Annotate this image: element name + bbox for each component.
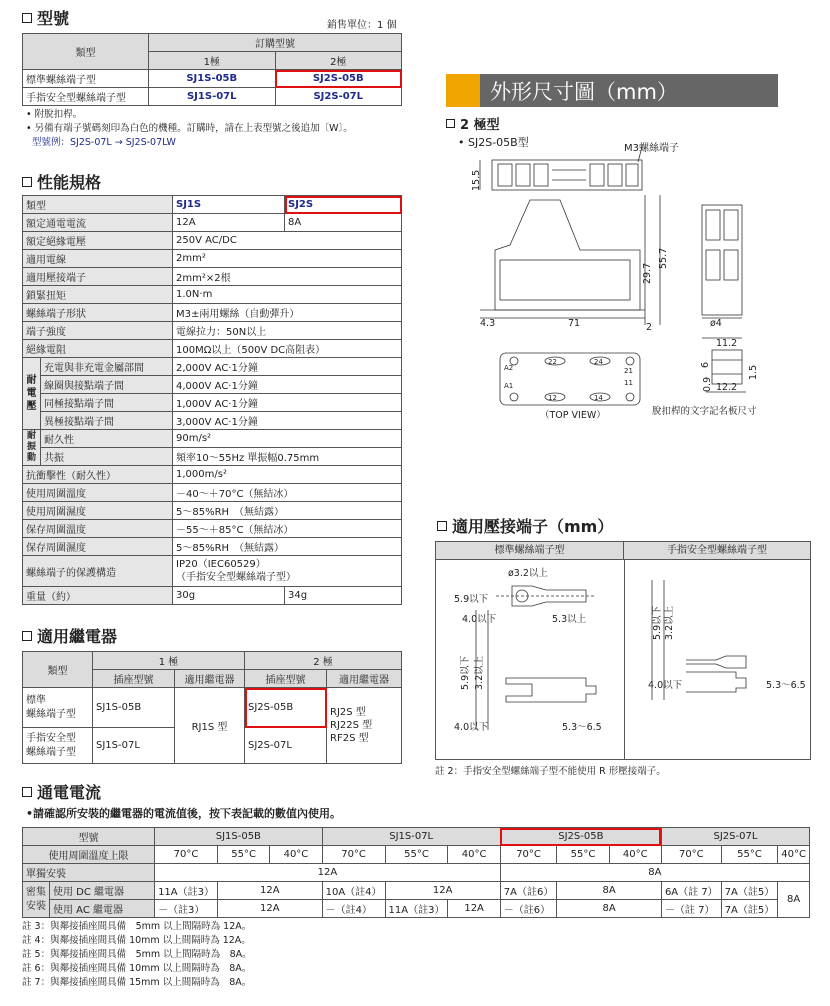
terminal-screw — [626, 164, 638, 186]
table-row: 單獨安裝 12A 8A — [23, 864, 810, 882]
table-row: 類型 SJ1S SJ2S — [23, 196, 402, 214]
current-notes: 註 3：與鄰接插座間具備 5mm 以上間隔時為 12A。 註 4：與鄰接插座間具備 10mm 以上間隔時為 12A。 註 5：與鄰接插座間具備 5mm 以上間隔時為 8A。 註 6：與鄰接插座間具備 10mm 以上間隔時為 8A。 註 7：與鄰接插座間具備 15mm 以上間隔時為 8A。 — [22, 921, 252, 988]
highlighted-socket: SJ2S-05B — [245, 688, 327, 728]
svg-text:11: 11 — [624, 379, 633, 387]
perf-section-title: 性能規格 — [22, 170, 101, 193]
table-row: 螺絲端子的保護構造 IP20（IEC60529） （手指安全型螺絲端子型） — [23, 556, 402, 587]
svg-text:4.0以下: 4.0以下 — [462, 614, 497, 625]
svg-text:A1: A1 — [504, 382, 514, 390]
model-table-order-header: 訂購型號 — [149, 34, 402, 52]
svg-text:5.3～6.5: 5.3～6.5 — [766, 680, 806, 691]
current-section-title: 通電電流 — [22, 780, 101, 803]
svg-text:15.5: 15.5 — [471, 169, 482, 191]
crimp-drawing — [436, 560, 812, 760]
svg-text:3.2以上: 3.2以上 — [474, 655, 485, 690]
table-row: 線圈與接點端子間 4,000V AC·1分鐘 — [23, 376, 402, 394]
top-view-outline — [500, 353, 640, 405]
terminal-screw — [516, 164, 530, 186]
dimension-drawing — [440, 140, 820, 430]
highlighted-current-model: SJ2S-05B — [500, 828, 661, 846]
terminal-screw — [498, 164, 512, 186]
svg-text:4.0以下: 4.0以下 — [454, 722, 489, 733]
section-box-icon — [22, 631, 32, 641]
svg-text:ø3.2以上: ø3.2以上 — [508, 568, 548, 579]
section-box-icon — [437, 521, 447, 531]
m3-label: M3螺絲端子 — [624, 143, 679, 154]
section-box-icon — [22, 177, 32, 187]
relay-table: 類型 1 極 2 極 插座型號 適用繼電器 插座型號 適用繼電器 標準 螺絲端子型 SJ1S-05B RJ1S 型 SJ2S-05B RJ2S 型 RJ22S 型 RF2S 型 手指安全型 螺絲端子型 SJ1S-07L SJ2S-07L — [22, 651, 402, 764]
fork-terminal — [506, 678, 596, 702]
svg-text:55.7: 55.7 — [658, 247, 669, 269]
table-row: 絕緣電阻 100MΩ以上（500V DC高阻表） — [23, 340, 402, 358]
crimp-section-title: 適用壓接端子（mm） — [437, 514, 613, 537]
table-row: 異極接點端子間 3,000V AC·1分鐘 — [23, 412, 402, 430]
current-table: 型號 SJ1S-05B SJ1S-07L SJ2S-05B SJ2S-07L 使用周圍溫度上限 70°C 55°C 40°C 70°C 55°C 40°C 70°C 55°C 40°C 70°C 55°C 40°C 單獨安裝 12A 8A 密集 安裝 使用 DC 繼電器 11A（註3） 12A 10A（註4） 12A 7A（註6） 8A 6A（註 7） 7A（註5） 8A 使用 AC 繼電器 －（註3） 12A －（註4） 11A（註3） 12A －（註6） 8A －（註 7） 7A（註5） — [22, 827, 810, 918]
crimp-note: 註 2：手指安全型螺絲端子型不能使用 R 形壓接端子。 — [435, 766, 666, 777]
table-row: 手指安全型 螺絲端子型 SJ1S-07L SJ2S-07L — [23, 728, 402, 764]
svg-text:29.7: 29.7 — [642, 262, 653, 284]
dimensions-banner: 外形尺寸圖（mm） — [446, 74, 778, 107]
table-row: 鎖緊扭矩 1.0N·m — [23, 286, 402, 304]
svg-text:14: 14 — [594, 394, 603, 402]
table-row: 保存周圍濕度 5～85%RH （無結露） — [23, 538, 402, 556]
svg-text:3.2以上: 3.2以上 — [664, 605, 675, 640]
section-box-icon — [22, 13, 32, 23]
model-table-pole1: 1極 — [149, 52, 276, 70]
model-table-pole2: 2極 — [275, 52, 402, 70]
section-box-icon — [446, 119, 455, 128]
table-row: 抗衝擊性（耐久性） 1,000m/s² — [23, 466, 402, 484]
table-row: 適用電線 2mm² — [23, 250, 402, 268]
svg-text:0.9: 0.9 — [702, 376, 713, 392]
svg-text:71: 71 — [568, 318, 581, 329]
finger-safe-terminal — [686, 656, 746, 668]
table-row: 重量（約） 30g 34g — [23, 587, 402, 605]
table-row: 螺絲端子形狀 M3±兩用螺絲（自動彈升） — [23, 304, 402, 322]
perf-table — [22, 195, 402, 605]
model-section-title: 型號 — [22, 6, 69, 29]
svg-text:5.9以下: 5.9以下 — [460, 655, 471, 690]
vibration-label: 耐振動 — [23, 430, 41, 466]
svg-text:22: 22 — [548, 358, 557, 366]
name-plate — [712, 350, 742, 384]
svg-text:ø4: ø4 — [710, 318, 722, 329]
table-row: 同極接點端子間 1,000V AC·1分鐘 — [23, 394, 402, 412]
svg-text:4.0以下: 4.0以下 — [648, 680, 683, 691]
svg-text:5.3以上: 5.3以上 — [552, 614, 587, 625]
table-row: 適用壓接端子 2mm²×2根 — [23, 268, 402, 286]
two-pole-model: • SJ2S-05B型 — [458, 136, 529, 149]
highlighted-sj2s: SJ2S — [285, 196, 402, 214]
model-table — [22, 33, 402, 106]
table-row: 額定通電電流 12A 8A — [23, 214, 402, 232]
table-row: 耐電壓 充電與非充電金屬部間 2,000V AC·1分鐘 — [23, 358, 402, 376]
table-row: 使用 AC 繼電器 －（註3） 12A －（註4） 11A（註3） 12A －（註6） 8A －（註 7） 7A（註5） — [23, 900, 810, 918]
svg-text:2: 2 — [646, 322, 653, 333]
svg-text:11.2: 11.2 — [716, 338, 738, 349]
banner-accent — [446, 74, 480, 107]
table-row: 共振 頻率10～55Hz 單振幅0.75mm — [23, 448, 402, 466]
svg-text:5.9以下: 5.9以下 — [454, 594, 489, 605]
table-row: 保存周圍溫度 －55～＋85°C（無結冰） — [23, 520, 402, 538]
table-row: 端子強度 電線拉力：50N以上 — [23, 322, 402, 340]
svg-text:脫扣桿的文字記名板尺寸: 脫扣桿的文字記名板尺寸 — [652, 406, 757, 417]
table-row: 使用周圍溫度上限 70°C 55°C 40°C 70°C 55°C 40°C 70°C 55°C 40°C 70°C 55°C 40°C — [23, 846, 810, 864]
relay-section-title: 適用繼電器 — [22, 624, 117, 647]
svg-text:A2: A2 — [504, 364, 514, 372]
terminal-screw — [534, 164, 548, 186]
svg-text:5.9以下: 5.9以下 — [652, 605, 663, 640]
table-row: 耐振動 耐久性 90m/s² — [23, 430, 402, 448]
model-table-type-header: 類型 — [23, 34, 149, 70]
table-row: 密集 安裝 使用 DC 繼電器 11A（註3） 12A 10A（註4） 12A 7A（註6） 8A 6A（註 7） 7A（註5） 8A — [23, 882, 810, 900]
table-row: 使用周圍溫度 －40～＋70°C（無結冰） — [23, 484, 402, 502]
crimp-table: 標準螺絲端子型 手指安全型螺絲端子型 ø3.2以上 5.9以下 4.0以下 5.3以上 5.9以下 3.2以上 4.0以下 5.3～6.5 5.9以下 3.2以上 4.0以下 5.3～6.5 — [435, 541, 811, 760]
svg-text:1.5: 1.5 — [748, 364, 759, 380]
section-box-icon — [22, 787, 32, 797]
table-row: 使用周圍濕度 5～85%RH （無結露） — [23, 502, 402, 520]
svg-text:12.2: 12.2 — [716, 382, 738, 393]
sales-unit: 銷售單位：1 個 — [327, 20, 397, 31]
svg-text:4.3: 4.3 — [480, 318, 496, 329]
svg-text:（TOP VIEW）: （TOP VIEW） — [540, 410, 606, 421]
terminal-screw — [590, 164, 604, 186]
svg-text:12: 12 — [548, 394, 557, 402]
svg-text:5.3～6.5: 5.3～6.5 — [562, 722, 602, 733]
current-subtitle: •請確認所安裝的繼電器的電流值後，按下表記載的數值內使用。 — [26, 807, 342, 820]
socket-side-outline — [495, 200, 640, 310]
table-row: 標準螺絲端子型 SJ1S-05B SJ2S-05B — [23, 70, 402, 88]
two-pole-title: 2 極型 — [446, 114, 500, 133]
terminal-screw — [608, 164, 622, 186]
svg-text:21: 21 — [624, 367, 633, 375]
svg-text:6: 6 — [700, 361, 711, 368]
socket-top-outline — [492, 160, 642, 190]
socket-end-view — [702, 205, 742, 315]
highlighted-model: SJ2S-05B — [275, 70, 402, 88]
svg-text:24: 24 — [594, 358, 603, 366]
withstand-label: 耐電壓 — [23, 358, 41, 430]
table-row: 手指安全型螺絲端子型 SJ1S-07L SJ2S-07L — [23, 88, 402, 106]
model-notes: • 附脫扣桿。 • 另備有端子號碼刻印為白色的機種。訂購時，請在上表型號之後追加〔W〕。 型號例：SJ2S-07L → SJ2S-07LW — [26, 109, 353, 148]
table-row: 額定絕緣電壓 250V AC/DC — [23, 232, 402, 250]
table-row: 標準 螺絲端子型 SJ1S-05B RJ1S 型 SJ2S-05B RJ2S 型 RJ22S 型 RF2S 型 — [23, 688, 402, 728]
